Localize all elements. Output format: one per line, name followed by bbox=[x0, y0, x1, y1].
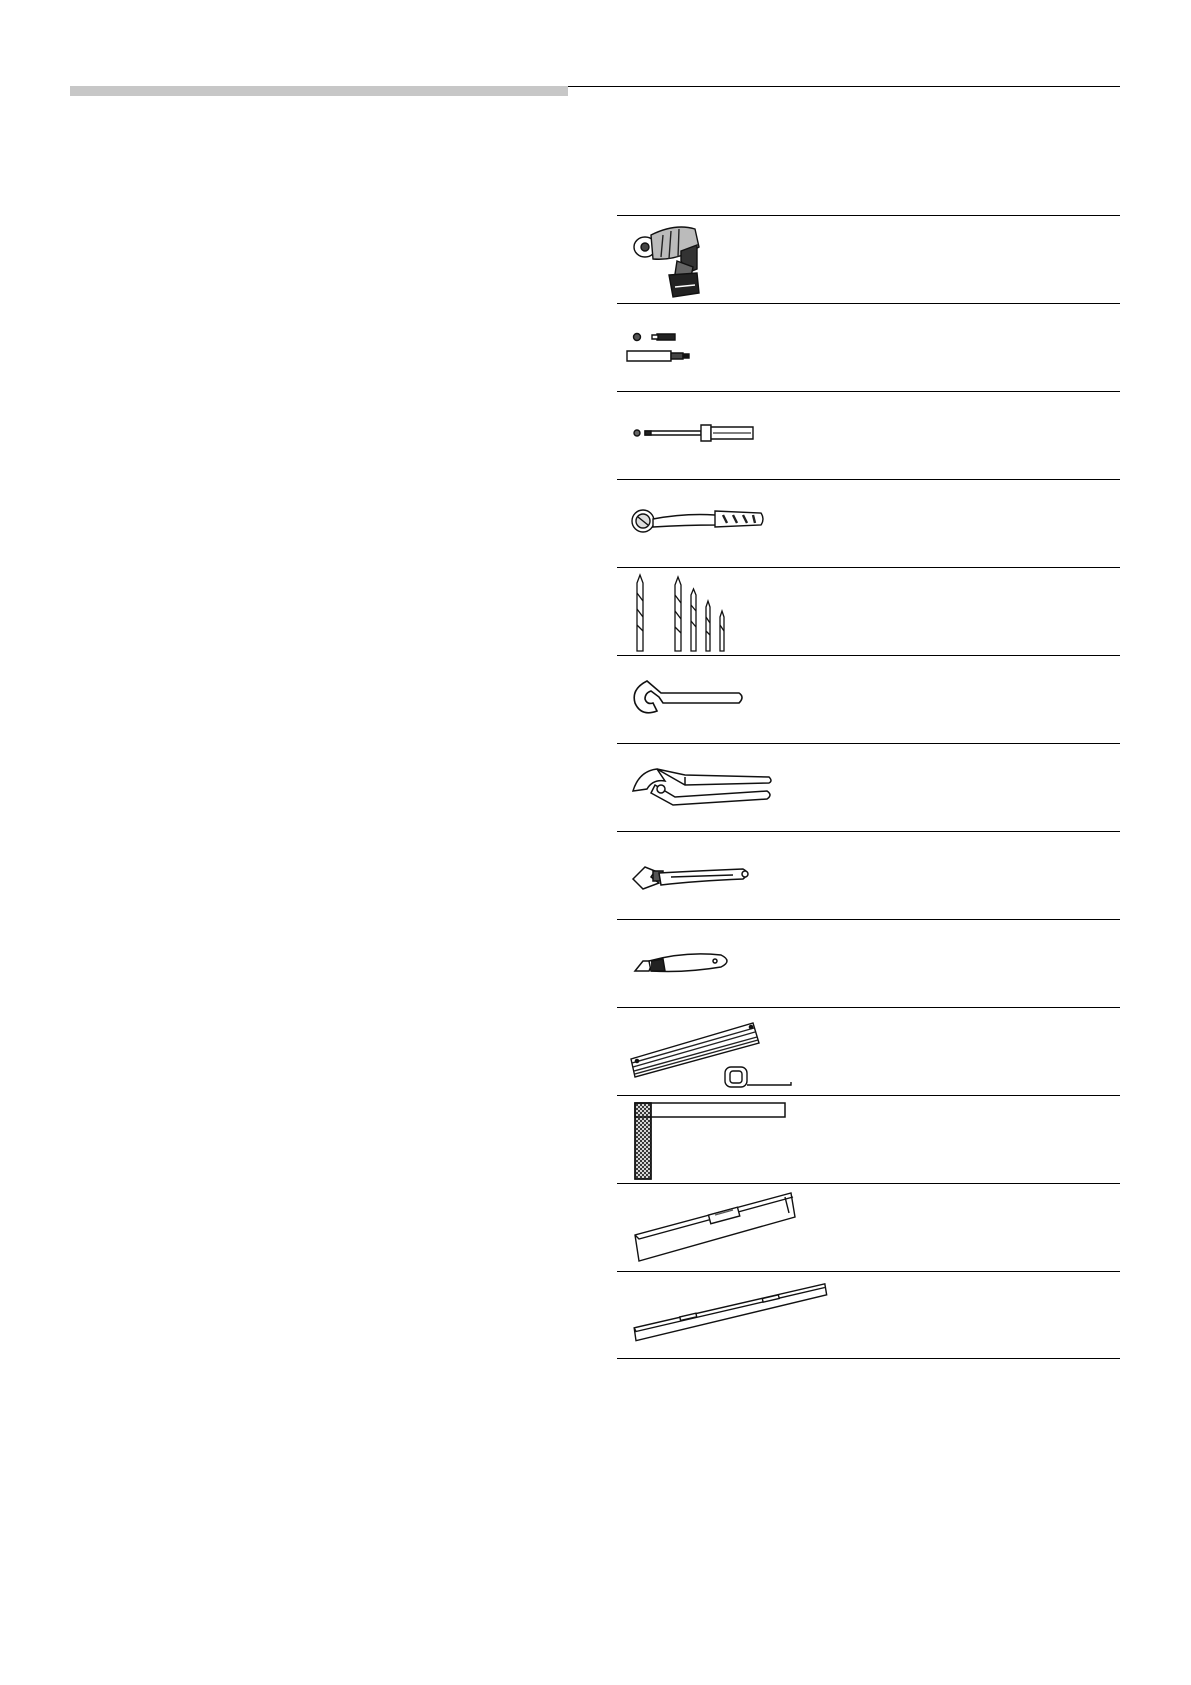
tool-row bbox=[617, 743, 1120, 831]
row-divider bbox=[617, 1183, 1120, 1184]
header-accent-strip bbox=[70, 86, 568, 96]
straightedge-icon bbox=[625, 1273, 845, 1357]
row-divider bbox=[617, 303, 1120, 304]
row-divider bbox=[617, 743, 1120, 744]
try-square-icon bbox=[625, 1097, 845, 1181]
row-divider bbox=[617, 479, 1120, 480]
row-divider bbox=[617, 1095, 1120, 1096]
utility-knife-icon bbox=[625, 921, 845, 1005]
screwdriver-bits-icon bbox=[625, 305, 845, 389]
cordless-drill-icon bbox=[625, 217, 845, 301]
drill-bits-icon bbox=[625, 569, 845, 653]
spirit-level-icon bbox=[625, 1185, 845, 1269]
row-divider bbox=[617, 919, 1120, 920]
tool-row bbox=[617, 479, 1120, 567]
row-divider bbox=[617, 215, 1120, 216]
tool-row bbox=[617, 303, 1120, 391]
row-divider bbox=[617, 391, 1120, 392]
tool-row bbox=[617, 919, 1120, 1007]
folding-rule-and-tape-measure-icon bbox=[625, 1009, 845, 1093]
row-divider bbox=[617, 655, 1120, 656]
tool-row bbox=[617, 1271, 1120, 1359]
tool-row bbox=[617, 831, 1120, 919]
tool-row bbox=[617, 1183, 1120, 1271]
tool-row bbox=[617, 215, 1120, 303]
tool-list bbox=[617, 215, 1120, 1359]
row-divider bbox=[617, 831, 1120, 832]
screwdriver-icon bbox=[625, 393, 845, 477]
tool-row bbox=[617, 1007, 1120, 1095]
adjustable-wrench-icon bbox=[625, 833, 845, 917]
row-divider bbox=[617, 567, 1120, 568]
header-rule bbox=[568, 86, 1120, 87]
tool-row bbox=[617, 391, 1120, 479]
water-pump-pliers-icon bbox=[625, 745, 845, 829]
tool-row bbox=[617, 567, 1120, 655]
ratchet-wrench-icon bbox=[625, 481, 845, 565]
row-divider bbox=[617, 1007, 1120, 1008]
tool-row bbox=[617, 655, 1120, 743]
open-end-wrench-icon bbox=[625, 657, 845, 741]
row-divider bbox=[617, 1271, 1120, 1272]
tool-row bbox=[617, 1095, 1120, 1183]
